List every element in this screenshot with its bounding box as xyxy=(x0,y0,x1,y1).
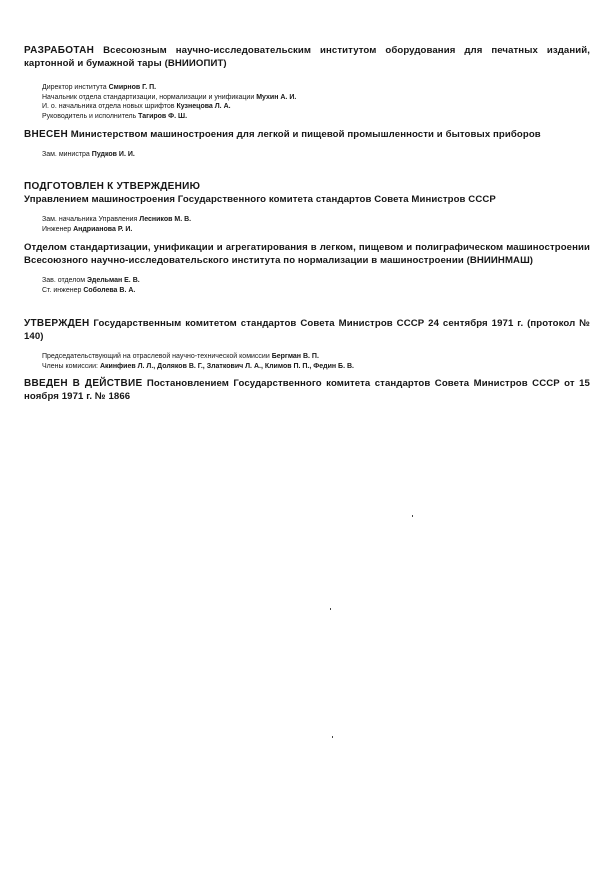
signatory-name: Тагиров Ф. Ш. xyxy=(138,112,188,120)
signatory-name: Эдельман Е. В. xyxy=(87,277,140,284)
signatory-role: Члены комиссии: xyxy=(42,362,99,370)
section-lead: УТВЕРЖДЕН xyxy=(24,318,90,329)
signatory-name: Лесников М. В. xyxy=(139,216,192,223)
section-lead: РАЗРАБОТАН xyxy=(24,45,95,56)
signatory-line xyxy=(42,286,590,296)
section-text: Постановлением Государственного комитета стандартов Совета Министров СССР от 15 ноября 1971 г. № 1866 xyxy=(24,378,590,402)
signatory-role: Зав. отделом xyxy=(42,277,86,284)
signatory-role: Руководитель и исполнитель xyxy=(42,112,137,120)
signatory-name: Мухин А. И. xyxy=(256,93,297,101)
section-lead: ВВЕДЕН В ДЕЙСТВИЕ xyxy=(24,378,143,389)
signatory-name: Бергман В. П. xyxy=(271,353,319,360)
signatory-line xyxy=(42,112,590,122)
section-text: Отделом стандартизации, унификации и агрегатирования в легком, пищевом и полиграфическом машиностроении Всесоюзного научно-исследовательского института по нормализации в машиностроении (ВНИИНМАШ) xyxy=(24,242,590,266)
section-vnesen xyxy=(24,128,590,160)
signatory-line xyxy=(42,102,590,112)
signatory-line xyxy=(42,93,590,103)
section-heading xyxy=(24,128,590,141)
scan-speck xyxy=(330,608,331,610)
section-heading xyxy=(24,180,590,206)
scan-speck xyxy=(332,736,333,738)
signatory-role: Зам. начальника Управления xyxy=(42,216,138,223)
section-heading xyxy=(24,377,590,403)
signatory-name: Пудков И. И. xyxy=(91,151,135,158)
section-heading xyxy=(24,44,590,70)
signatory-role: Председательствующий на отраслевой научно-технической комиссии xyxy=(42,353,270,360)
signatory-name: Андрианова Р. И. xyxy=(73,225,133,233)
section-text: Управлением машиностроения Государственного комитета стандартов Совета Министров СССР xyxy=(24,194,496,205)
signatory-name: Соболева В. А. xyxy=(83,286,136,294)
signatory-role: Зам. министра xyxy=(42,151,90,158)
section-razrabotan xyxy=(24,44,590,121)
signatory-line xyxy=(42,362,590,372)
signatory-role: Начальник отдела стандартизации, нормализации и унификации xyxy=(42,93,255,101)
signatory-role: Ст. инженер xyxy=(42,286,82,294)
section-otdelom xyxy=(24,241,590,295)
signatory-line xyxy=(42,150,590,160)
section-heading xyxy=(24,317,590,343)
signatory-role: И. о. начальника отдела новых шрифтов xyxy=(42,103,175,110)
signatory-role: Директор института xyxy=(42,84,107,91)
section-lead: ВНЕСЕН xyxy=(24,129,69,140)
section-text: Государственным комитетом стандартов Совета Министров СССР 24 сентября 1971 г. (протокол № 140) xyxy=(24,318,591,342)
section-lead: ПОДГОТОВЛЕН К УТВЕРЖДЕНИЮ xyxy=(24,181,201,192)
section-text: Министерством машиностроения для легкой и пищевой промышленности и бытовых приборов xyxy=(70,129,541,140)
signatory-name: Смирнов Г. П. xyxy=(108,84,157,91)
signatory-line xyxy=(42,215,590,225)
section-podgotovlen xyxy=(24,180,590,234)
signatory-role: Инженер xyxy=(42,225,72,233)
signatory-name: Акинфиев Л. Л., Доляков В. Г., Златкович Л. А., Климов П. П., Федин Б. В. xyxy=(99,362,354,370)
signatory-line xyxy=(42,225,590,235)
signatory-name: Кузнецова Л. А. xyxy=(176,103,231,110)
section-utverzhden xyxy=(24,317,590,371)
signatory-line xyxy=(42,83,590,93)
section-vveden xyxy=(24,377,590,403)
signatory-line xyxy=(42,352,590,362)
scan-speck xyxy=(412,515,413,517)
signatory-line xyxy=(42,276,590,286)
section-text: Всесоюзным научно-исследовательским институтом оборудования для печатных изданий, картонной и бумажной тары (ВНИИОПИТ) xyxy=(24,45,591,69)
